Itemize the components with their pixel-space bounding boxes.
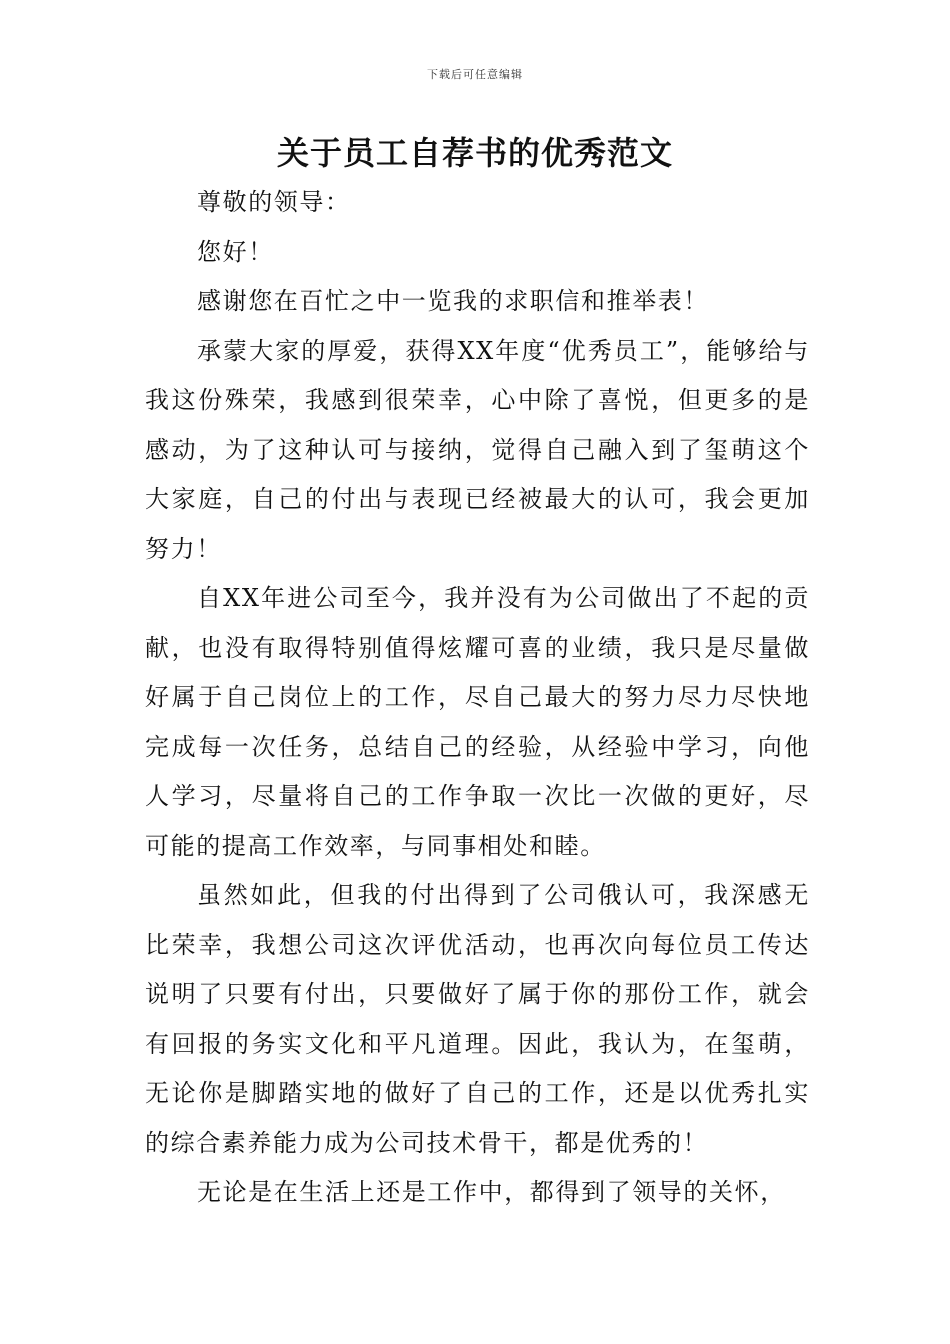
header-note: 下载后可任意编辑 (427, 68, 523, 81)
paragraph-thanks: 感谢您在百忙之中一览我的求职信和推举表！ (197, 287, 709, 315)
paragraph-award: 承蒙大家的厚爱，获得XX年度“优秀员工”，能够给与我这份殊荣，我感到很荣幸，心中除了喜悦，但更多的是感动，为了这种认可与接纳，觉得自己融入到了玺萌这个大家庭，自己的付出与表现已经被最大的认可，我会更加努力！ (145, 336, 810, 563)
paragraph-care: 无论是在生活上还是工作中，都得到了领导的关怀， (197, 1178, 786, 1206)
document-body (145, 178, 810, 1218)
paragraph-recognition: 虽然如此，但我的付出得到了公司俄认可，我深感无比荣幸，我想公司这次评优活动，也再次向每位员工传达说明了只要有付出，只要做好了属于你的那份工作，就会有回报的务实文化和平凡道理。因此，我认为，在玺萌，无论你是脚踏实地的做好了自己的工作，还是以优秀扎实的综合素养能力成为公司技术骨干，都是优秀的！ (145, 881, 810, 1157)
salutation: 尊敬的领导： (197, 188, 351, 216)
paragraph-contribution: 自XX年进公司至今，我并没有为公司做出了不起的贡献，也没有取得特别值得炫耀可喜的业绩，我只是尽量做好属于自己岗位上的工作，尽自己最大的努力尽力尽快地完成每一次任务，总结自己的经验，从经验中学习，向他人学习，尽量将自己的工作争取一次比一次做的更好，尽可能的提高工作效率，与同事相处和睦。 (145, 584, 810, 860)
document-title: 关于员工自荐书的优秀范文 (276, 134, 673, 172)
greeting: 您好！ (197, 237, 274, 266)
